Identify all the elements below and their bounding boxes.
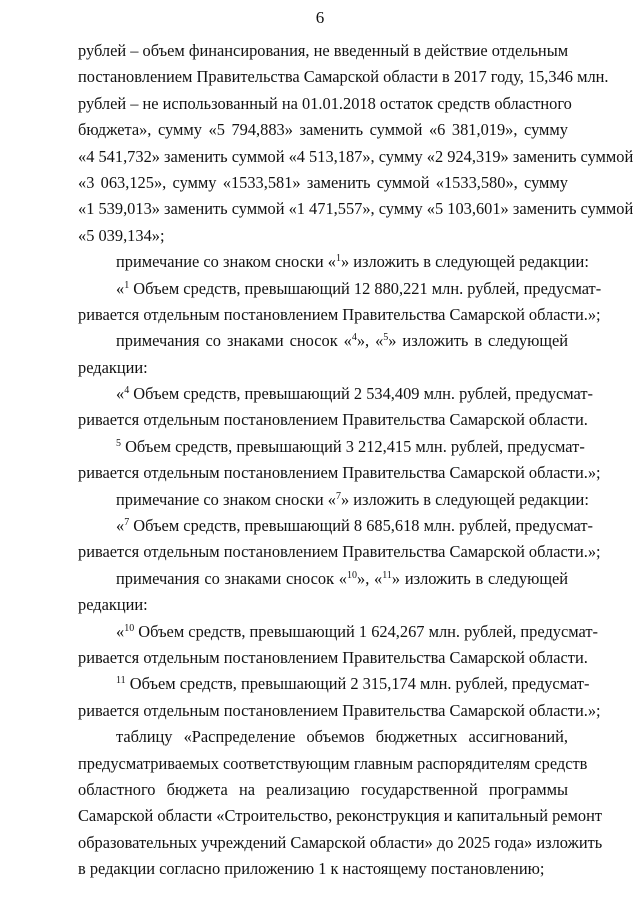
- text-line: ривается отдельным постановлением Правительства Самарской области.»;: [78, 463, 601, 483]
- text-segment: примечания со знаками сносок «: [116, 568, 347, 588]
- footnote-mark: 5: [383, 332, 389, 344]
- text-line: «1 539,013» заменить суммой «1 471,557», сумму «5 103,601» заменить суммой: [78, 199, 634, 219]
- text-line: рублей – объем финансирования, не введенный в действие отдельным: [78, 41, 569, 60]
- text-segment: » изложить в следующей редакции:: [340, 489, 589, 509]
- text-line: бюджета», сумму «5 794,883» заменить суммой «6 381,019», сумму: [78, 120, 568, 140]
- text-line: [78, 381, 593, 407]
- text-line: предусматриваемых соответствующим главным распорядителям средств: [78, 753, 588, 773]
- text-segment: » изложить в следующей: [388, 331, 568, 351]
- text-line: [78, 434, 585, 460]
- footnote-mark: 4: [351, 332, 357, 344]
- footnote-mark: 7: [124, 517, 130, 529]
- text-line: [78, 328, 568, 354]
- footnote-mark: 1: [335, 253, 341, 265]
- text-line: ривается отдельным постановлением Правительства Самарской области.»;: [78, 304, 601, 324]
- footnote-mark: 10: [347, 569, 357, 581]
- text-segment: «: [116, 278, 125, 298]
- text-segment: », «: [356, 331, 384, 351]
- text-line: [78, 487, 589, 513]
- text-segment: Объем средств, превышающий 8 685,618 млн. рублей, предусмат-: [129, 516, 593, 536]
- footnote-mark: 11: [116, 675, 126, 687]
- text-segment: », «: [357, 568, 383, 588]
- text-line: областного бюджета на реализацию государственной программы: [78, 779, 568, 799]
- text-segment: Объем средств, превышающий 2 534,409 млн. рублей, предусмат-: [129, 384, 593, 404]
- text-segment: Объем средств, превышающий 3 212,415 млн. рублей, предусмат-: [121, 436, 585, 456]
- text-segment: Объем средств, превышающий 1 624,267 млн. рублей, предусмат-: [134, 621, 598, 641]
- text-segment: примечание со знаком сноски «: [116, 252, 336, 272]
- text-segment: примечания со знаками сносок «: [116, 331, 352, 351]
- text-line: ривается отдельным постановлением Правительства Самарской области.: [78, 647, 588, 667]
- footnote-mark: 5: [116, 437, 121, 449]
- text-line: в редакции согласно приложению 1 к настоящему постановлению;: [78, 859, 545, 879]
- text-line: редакции:: [78, 357, 148, 377]
- footnote-mark: 10: [124, 622, 135, 634]
- text-line: ривается отдельным постановлением Правительства Самарской области.»;: [78, 542, 601, 562]
- text-segment: «: [116, 621, 125, 641]
- footnote-mark: 4: [124, 385, 130, 397]
- footnote-mark: 1: [124, 279, 130, 291]
- text-line: таблицу «Распределение объемов бюджетных ассигнований,: [116, 727, 568, 747]
- text-line: [78, 566, 568, 592]
- text-line: постановлением Правительства Самарской области в 2017 году, 15,346 млн.: [78, 67, 609, 87]
- text-line: [78, 671, 590, 697]
- text-segment: » изложить в следующей: [391, 568, 568, 588]
- text-line: [78, 249, 589, 275]
- text-line: образовательных учреждений Самарской области» до 2025 года» изложить: [78, 832, 603, 852]
- text-segment: Объем средств, превышающий 2 315,174 млн. рублей, предусмат-: [125, 674, 590, 694]
- footnote-mark: 11: [382, 569, 392, 581]
- text-line: [78, 513, 593, 539]
- text-segment: Объем средств, превышающий 12 880,221 млн. рублей, предусмат-: [129, 278, 602, 298]
- text-line: «4 541,732» заменить суммой «4 513,187», сумму «2 924,319» заменить суммой: [78, 146, 634, 166]
- text-line: ривается отдельным постановлением Правительства Самарской области.: [78, 410, 588, 430]
- text-segment: «: [116, 516, 125, 536]
- text-line: [78, 276, 602, 302]
- page-number: 6: [315, 8, 325, 27]
- text-segment: «: [116, 384, 125, 404]
- text-line: «5 039,134»;: [78, 225, 165, 245]
- text-line: редакции:: [78, 595, 148, 615]
- document-body: [78, 38, 634, 883]
- text-line: ривается отдельным постановлением Правительства Самарской области.»;: [78, 700, 601, 720]
- text-line: Самарской области «Строительство, реконструкция и капитальный ремонт: [78, 806, 603, 826]
- text-segment: примечание со знаком сноски «: [116, 489, 336, 509]
- text-line: «3 063,125», сумму «1533,581» заменить суммой «1533,580», сумму: [78, 172, 568, 192]
- text-line: рублей – не использованный на 01.01.2018 остаток средств областного: [78, 93, 572, 113]
- text-segment: » изложить в следующей редакции:: [340, 252, 589, 272]
- text-line: [78, 619, 598, 645]
- footnote-mark: 7: [335, 490, 341, 502]
